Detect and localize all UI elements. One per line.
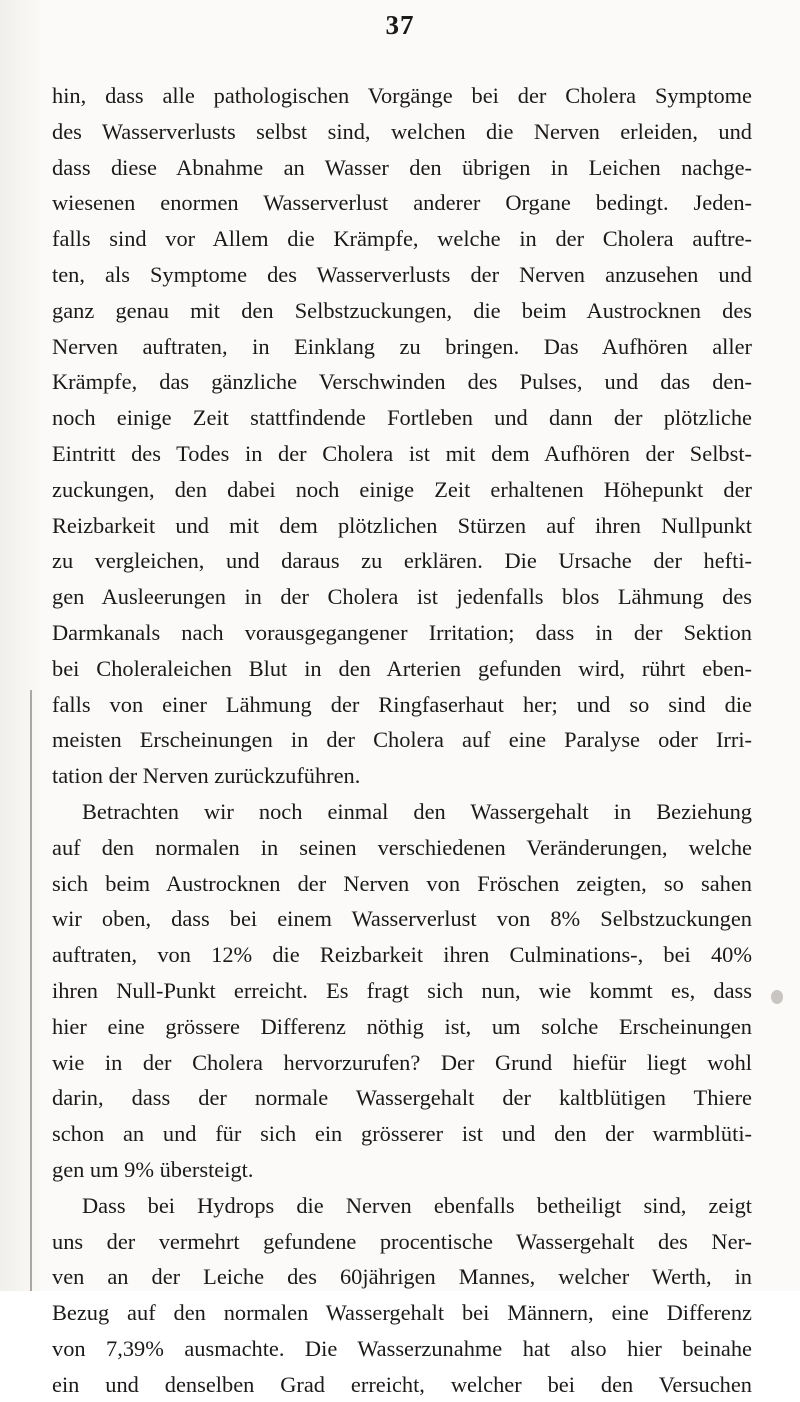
text-line: zu vergleichen, und daraus zu erklären. Die Ursache der hefti- [52, 548, 752, 574]
text-line: falls sind vor Allem die Krämpfe, welche in der Cholera auftre- [52, 226, 752, 252]
text-line: zuckungen, den dabei noch einige Zeit erhaltenen Höhepunkt der [52, 476, 752, 502]
text-line: ganz genau mit den Selbstzuckungen, die beim Austrocknen des [52, 297, 752, 323]
text-line: falls von einer Lähmung der Ringfaserhaut her; und so sind die [52, 691, 752, 717]
paragraph-end-line: tation der Nerven zurückzuführen. [52, 763, 361, 789]
text-line: noch einige Zeit stattfindende Fortleben und dann der plötzliche [52, 405, 752, 431]
text-line: Reizbarkeit und mit dem plötzlichen Stürzen auf ihren Nullpunkt [52, 512, 752, 538]
text-line: Krämpfe, das gänzliche Verschwinden des Pulses, und das den- [52, 369, 752, 395]
page-gutter-shadow [0, 0, 44, 1291]
text-line: ten, als Symptome des Wasserverlusts der Nerven anzusehen und [52, 261, 752, 287]
paragraph-start-line: Dass bei Hydrops die Nerven ebenfalls betheiligt sind, zeigt [82, 1192, 752, 1218]
paragraph-start-line: Betrachten wir noch einmal den Wassergehalt in Beziehung [82, 798, 752, 824]
text-line: hier eine grössere Differenz nöthig ist, um solche Erscheinungen [52, 1013, 752, 1039]
text-line: Nerven auftraten, in Einklang zu bringen. Das Aufhören aller [52, 333, 752, 359]
text-line: uns der vermehrt gefundene procentische Wassergehalt des Ner- [52, 1228, 752, 1254]
text-line: Bezug auf den normalen Wassergehalt bei Männern, eine Differenz [52, 1300, 752, 1326]
text-line: ein und denselben Grad erreicht, welcher bei den Versuchen [52, 1371, 752, 1397]
text-line: Eintritt des Todes in der Cholera ist mit dem Aufhören der Selbst- [52, 440, 752, 466]
text-line: Darmkanals nach vorausgegangener Irritation; dass in der Sektion [52, 619, 752, 645]
binding-edge-mark [30, 690, 32, 1291]
text-line: bei Choleraleichen Blut in den Arterien gefunden wird, rührt eben- [52, 655, 752, 681]
text-line: dass diese Abnahme an Wasser den übrigen in Leichen nachge- [52, 154, 752, 180]
text-line: ven an der Leiche des 60jährigen Mannes, welcher Werth, in [52, 1264, 752, 1290]
text-line: gen Ausleerungen in der Cholera ist jedenfalls blos Lähmung des [52, 584, 752, 610]
body-text [52, 78, 752, 1402]
text-line: auf den normalen in seinen verschiedenen Veränderungen, welche [52, 834, 752, 860]
text-line: darin, dass der normale Wassergehalt der kaltblütigen Thiere [52, 1085, 752, 1111]
text-line: wiesenen enormen Wasserverlust anderer Organe bedingt. Jeden- [52, 190, 752, 216]
text-line: schon an und für sich ein grösserer ist und den der warmblüti- [52, 1121, 752, 1147]
paragraph-end-line: gen um 9% übersteigt. [52, 1156, 254, 1182]
text-line: wie in der Cholera hervorzurufen? Der Grund hiefür liegt wohl [52, 1049, 752, 1075]
page-number: 37 [385, 10, 415, 40]
paper-speck [771, 990, 783, 1004]
text-line: sich beim Austrocknen der Nerven von Fröschen zeigten, so sahen [52, 870, 752, 896]
text-line: meisten Erscheinungen in der Cholera auf eine Paralyse oder Irri- [52, 727, 752, 753]
text-line: hin, dass alle pathologischen Vorgänge bei der Cholera Symptome [52, 83, 752, 108]
text-line: ihren Null-Punkt erreicht. Es fragt sich nun, wie kommt es, dass [52, 977, 752, 1003]
text-line: auftraten, von 12% die Reizbarkeit ihren Culminations-, bei 40% [52, 942, 752, 968]
text-line: von 7,39% ausmachte. Die Wasserzunahme hat also hier beinahe [52, 1335, 752, 1361]
text-line: wir oben, dass bei einem Wasserverlust von 8% Selbstzuckungen [52, 906, 752, 932]
text-line: des Wasserverlusts selbst sind, welchen die Nerven erleiden, und [52, 118, 752, 144]
